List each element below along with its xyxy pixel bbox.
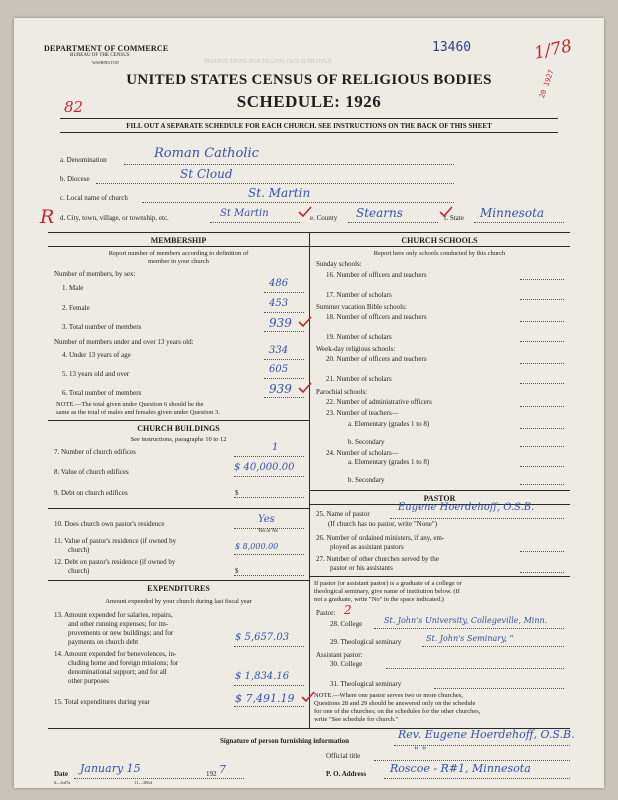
total-members-label: 3. Total number of members [62, 323, 142, 331]
total-expenditures-label: 15. Total expenditures during year [54, 698, 150, 706]
q23a-label: a. Elementary (grades 1 to 8) [348, 420, 430, 428]
q17-label: 17. Number of scholars [326, 291, 392, 299]
college-field[interactable]: St. John's University, Collegeville, Minn. [384, 616, 548, 625]
edifices-value-label: 8. Value of church edifices [54, 468, 129, 476]
official-title-field[interactable]: " " [414, 746, 427, 757]
edifices-debt-label: 9. Debt on church edifices [54, 489, 128, 497]
membership-note-2: same as the total of males and females given under Question 3. [56, 409, 220, 416]
document-title: UNITED STATES CENSUS OF RELIGIOUS BODIES [126, 72, 492, 88]
edifices-count-label: 7. Number of church edifices [54, 448, 136, 456]
residence-debt-label-2: church) [68, 567, 90, 575]
q27-label-1: 27. Number of other churches served by the [316, 555, 439, 563]
denomination-field[interactable]: Roman Catholic [154, 146, 259, 161]
assistant-seminary-label: 31. Theological seminary [330, 680, 402, 688]
local-name-field[interactable]: St. Martin [248, 186, 311, 200]
q19-label: 19. Number of scholars [326, 333, 392, 341]
graduate-note-2: theological seminary, give name of institution below. (If [314, 588, 460, 595]
census-schedule-sheet [14, 18, 604, 788]
red-checkmark-icon [298, 206, 312, 218]
benevolences-label-2: cluding home and foreign missions; for [68, 659, 179, 667]
college-label: 28. College [330, 620, 363, 628]
residence-value-label-2: church) [68, 546, 90, 554]
female-label: 2. Female [62, 304, 90, 312]
date-label: Date [54, 770, 68, 778]
over-13-field[interactable]: 605 [269, 364, 289, 375]
membership-intro-1: Report number of members according to definition of [108, 250, 249, 257]
po-address-label: P. O. Address [326, 770, 367, 778]
schools-sub: Report here only schools conducted by this church [373, 250, 506, 257]
schools-heading: CHURCH SCHOOLS [401, 236, 478, 245]
weekday-schools-label: Week-day religious schools: [316, 345, 396, 353]
pastor-name-hint: (If church has no pastor, write "None") [328, 520, 438, 528]
under-13-label: 4. Under 13 years of age [62, 351, 131, 359]
under-13-field[interactable]: 334 [269, 345, 289, 356]
seminary-label: 29. Theological seminary [330, 638, 402, 646]
red-number-mark: 82 [64, 98, 84, 116]
pastor-sub-label: Pastor: [316, 609, 336, 617]
pastor-note-1: NOTE.—Where one pastor serves two or more churches, [314, 692, 463, 699]
running-expenses-label-3: provements or new buildings; and for [68, 629, 174, 637]
q20-label: 20. Number of officers and teachers [326, 355, 427, 363]
running-expenses-label-1: 13. Amount expended for salaries, repairs, [54, 611, 173, 619]
yes-no-hint: Yes or No [258, 529, 279, 534]
local-name-label: c. Local name of church [60, 194, 128, 202]
residence-value-label-1: 11. Value of pastor's residence (if owned by [54, 537, 177, 545]
female-count-field[interactable]: 453 [269, 298, 289, 309]
benevolences-label-3: denominational support; and for all [68, 668, 167, 676]
q27-label-2: pastor or his assistants [330, 564, 393, 572]
q23b-label: b. Secondary [348, 438, 385, 446]
red-checkmark-icon [298, 382, 312, 394]
instruction-banner: FILL OUT A SEPARATE SCHEDULE FOR EACH CHURCH. SEE INSTRUCTIONS ON THE BACK OF THIS SHEET [126, 122, 492, 130]
total-members-field[interactable]: 939 [269, 316, 292, 330]
state-field[interactable]: Minnesota [480, 206, 545, 220]
red-checkmark-icon [439, 206, 453, 218]
date-field[interactable]: January 15 [80, 762, 141, 775]
q24b-label: b. Secondary [348, 476, 385, 484]
q24a-label: a. Elementary (grades 1 to 8) [348, 458, 430, 466]
date-received-stamp: 20 1927 [537, 68, 556, 100]
year-prefix: 192 [206, 770, 217, 778]
diocese-label: b. Diocese [60, 175, 90, 183]
expenditures-heading: EXPENDITURES [147, 584, 210, 593]
stamp-number: 13460 [432, 40, 472, 55]
red-checkmark-icon [298, 316, 312, 328]
print-code-2: 11—3064 [134, 780, 152, 785]
buildings-heading: CHURCH BUILDINGS [137, 424, 220, 433]
age-intro-label: Number of members under and over 13 years old: [54, 338, 194, 346]
owns-residence-label: 10. Does church own pastor's residence [54, 520, 165, 528]
residence-debt-field[interactable]: $ [235, 567, 239, 575]
total-members-age-field[interactable]: 939 [269, 382, 292, 396]
department-label: DEPARTMENT OF COMMERCE [44, 44, 169, 53]
total-expenditures-field[interactable]: $ 7,491.19 [235, 692, 295, 705]
city-town-field[interactable]: St Martin [220, 208, 269, 219]
schedule-title: SCHEDULE: 1926 [236, 92, 382, 111]
running-expenses-label-4: payments on church debt [68, 638, 139, 646]
summer-schools-label: Summer vacation Bible schools: [316, 303, 407, 311]
county-field[interactable]: Stearns [356, 206, 403, 220]
residence-value-field[interactable]: $ 8,000.00 [235, 542, 279, 551]
membership-note-1: NOTE.—The total given under Question 6 should be the [56, 401, 204, 408]
assistant-college-label: 30. College [330, 660, 363, 668]
owns-residence-field[interactable]: Yes [258, 514, 275, 525]
pastor-name-label: 25. Name of pastor [316, 510, 370, 518]
pastor-note-3: for one of the churches; on the schedules for the other churches, [314, 708, 481, 715]
state-label: f. State [444, 214, 464, 222]
official-title-label: Official title [326, 752, 361, 760]
pastor-name-field[interactable]: Eugene Hoerdehoff, O.S.B. [398, 502, 535, 513]
city-label: WASHINGTON [92, 60, 119, 65]
pastor-heading: PASTOR [423, 494, 456, 503]
buildings-sub: See instructions, paragraphs 10 to 12 [130, 436, 227, 443]
male-count-field[interactable]: 486 [269, 278, 289, 289]
po-address-field[interactable]: Roscoe - R#1, Minnesota [390, 762, 531, 775]
residence-debt-label-1: 12. Debt on pastor's residence (if owned by [54, 558, 176, 566]
sunday-schools-label: Sunday schools: [316, 260, 362, 268]
edifices-debt-field[interactable]: $ [235, 489, 239, 497]
q26-label-1: 26. Number of ordained ministers, if any, em- [316, 534, 445, 542]
running-expenses-label-2: and other running expenses; for im- [68, 620, 169, 628]
membership-heading: MEMBERSHIP [150, 236, 207, 245]
pastor-note-4: write "See schedule for church." [314, 716, 399, 723]
red-fraction-mark: 1/78 [532, 36, 574, 64]
edifices-value-field[interactable]: $ 40,000.00 [234, 462, 295, 473]
year-field[interactable]: 7 [219, 763, 226, 776]
graduate-note-3: not a graduate, write "No" in the space indicated.) [314, 596, 444, 603]
membership-intro-2: member in your church [148, 258, 209, 265]
pastor-red-mark: 2 [344, 603, 352, 617]
q23-label: 23. Number of teachers— [326, 409, 399, 417]
red-checkmark-icon [301, 691, 315, 703]
benevolences-label-1: 14. Amount expended for benevolences, in- [54, 650, 177, 658]
edifices-count-field[interactable]: 1 [272, 442, 279, 453]
signature-label: Signature of person furnishing information [220, 737, 349, 745]
over-13-label: 5. 13 years old and over [62, 370, 130, 378]
seminary-field[interactable]: St. John's Seminary, " [426, 634, 514, 643]
male-label: 1. Male [62, 284, 84, 292]
by-sex-label: Number of members, by sex: [54, 270, 136, 278]
q26-label-2: ployed as assistant pastors [330, 543, 404, 551]
assistant-pastor-label: Assistant pastor: [316, 651, 363, 659]
q24-label: 24. Number of scholars— [326, 449, 399, 457]
city-town-label: d. City, town, village, or township, etc. [60, 214, 169, 222]
diocese-field[interactable]: St Cloud [180, 167, 233, 181]
denomination-label: a. Denomination [60, 156, 107, 164]
county-label: e. County [310, 214, 338, 222]
parochial-schools-label: Parochial schools: [316, 388, 368, 396]
faint-show-through-text: INSTRUCTIONS FOR FILLING OUT SCHEDULE [204, 59, 332, 65]
signature-field[interactable]: Rev. Eugene Hoerdehoff, O.S.B. [398, 728, 575, 741]
total-members-age-label: 6. Total number of members [62, 389, 142, 397]
benevolences-field[interactable]: $ 1,834.16 [235, 671, 290, 682]
q18-label: 18. Number of officers and teachers [326, 313, 427, 321]
expenditures-sub: Amount expended by your church during last fiscal year [105, 598, 252, 605]
graduate-note-1: If pastor (or assistant pastor) is a graduate of a college or [314, 580, 462, 587]
q22-label: 22. Number of administrative officers [326, 398, 432, 406]
benevolences-label-4: other purposes [68, 677, 110, 685]
pastor-note-2: Questions 28 and 29 should be answered only on the schedule [314, 700, 476, 707]
running-expenses-field[interactable]: $ 5,657.03 [235, 632, 290, 643]
bureau-label: BUREAU OF THE CENSUS [70, 53, 130, 58]
q21-label: 21. Number of scholars [326, 375, 392, 383]
q16-label: 16. Number of officers and teachers [326, 271, 427, 279]
red-r-mark: R [40, 206, 55, 228]
print-code: 6—Jul7a [54, 780, 71, 785]
